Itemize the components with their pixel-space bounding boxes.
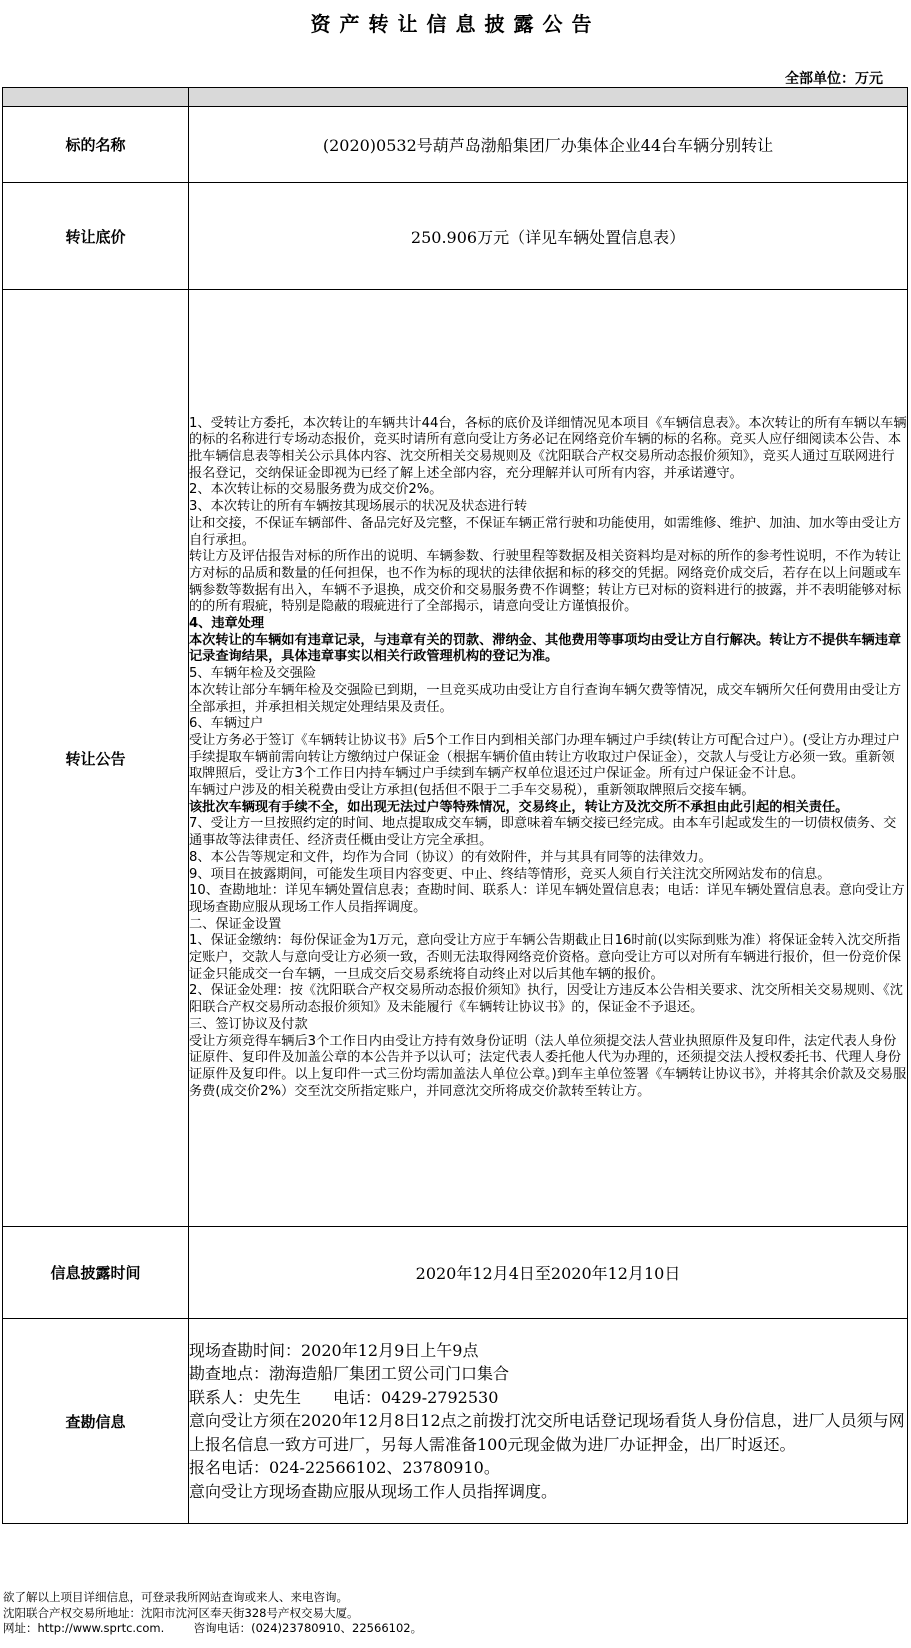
inspection-signup-phone: 报名电话：024-22566102、23780910。 xyxy=(189,1458,500,1478)
notice-paragraph: 2、本次转让标的交易服务费为成交价2%。 xyxy=(189,482,443,498)
price-label: 转让底价 xyxy=(3,183,189,290)
notice-row xyxy=(3,290,908,1227)
notice-paragraph: 本次转让部分车辆年检及交强险已到期，一旦竞买成功由受让方自行查询车辆欠费等情况，成交车辆所欠任何费用由受让方全部承担，并承担相关规定处理结果及责任。 xyxy=(189,682,902,715)
notice-paragraph: 10、查勘地址：详见车辆处置信息表；查勘时间、联系人：详见车辆处置信息表；电话：详见车辆处置信息表。意向受让方现场查勘应服从现场工作人员指挥调度。 xyxy=(189,883,905,915)
footer-address: 沈阳联合产权交易所地址：沈阳市沈河区奉天街328号产权交易大厦。 xyxy=(3,1605,359,1620)
subject-label: 标的名称 xyxy=(3,107,189,183)
notice-label: 转让公告 xyxy=(3,290,189,1227)
subject-row xyxy=(3,107,908,183)
notice-paragraph: 6、车辆过户 xyxy=(189,716,264,732)
footer-info: 欲了解以上项目详细信息，可登录我所网站查询或来人、来电咨询。 xyxy=(3,1590,348,1604)
notice-paragraph: 1、保证金缴纳：每份保证金为1万元，意向受让方应于车辆公告期截止日16时前(以实际到账为准）将保证金转入沈交所指定账户，交款人与意向受让方必须一致，否则无法取得网络竞价资格。意向受让方可以对所有车辆进行报价，但一份竞价保证金只能成交一台车辆，一旦成交后交易系统将自动终止对以后其他车辆的报价。 xyxy=(189,933,902,982)
inspection-instruction: 意向受让方现场查勘应服从现场工作人员指挥调度。 xyxy=(189,1481,558,1501)
notice-paragraph: 5、车辆年检及交强险 xyxy=(189,666,317,682)
inspection-location: 勘查地点：渤海造船厂集团工贸公司门口集合 xyxy=(189,1364,510,1384)
header-band-right xyxy=(189,88,908,107)
notice-paragraph: 9、项目在披露期间，可能发生项目内容变更、中止、终结等情形，竞买人须自行关注沈交所网站发布的信息。 xyxy=(189,866,831,882)
disclosure-value: 2020年12月4日至2020年12月10日 xyxy=(189,1227,908,1319)
notice-paragraph: 7、受让方一旦按照约定的时间、地点提取成交车辆，即意味着车辆交接已经完成。由本车引起或发生的一切债权债务、交通事故等法律责任、经济责任概由受让方完全承担。 xyxy=(189,816,897,849)
disclosure-label: 信息披露时间 xyxy=(3,1227,189,1319)
page-title: 资产转让信息披露公告 xyxy=(310,12,601,36)
disclosure-row xyxy=(3,1227,908,1319)
inspection-label: 查勘信息 xyxy=(3,1319,189,1524)
notice-paragraph: 4、违章处理 xyxy=(189,616,265,632)
inspection-time: 现场查勘时间：2020年12月9日上午9点 xyxy=(189,1340,479,1360)
header-band-row xyxy=(3,88,908,107)
notice-paragraph: 3、本次转让的所有车辆按其现场展示的状况及状态进行转 xyxy=(189,499,528,515)
footer-website[interactable]: 网址：http://www.sprtc.com. xyxy=(3,1621,165,1635)
announcement-table xyxy=(2,87,908,1524)
notice-paragraph: 车辆过户涉及的相关税费由受让方承担(包括但不限于二手车交易税），重新领取牌照后交接车辆。 xyxy=(189,783,755,799)
inspection-registration-note: 意向受让方须在2020年12月8日12点之前拨打沈交所电话登记现场看货人身份信息，进厂人员须与网上报名信息一致方可进厂，另每人需准备100元现金做为进厂办证押金，出厂时返还。 xyxy=(189,1411,905,1454)
subject-value: (2020)0532号葫芦岛渤船集团厂办集体企业44台车辆分别转让 xyxy=(189,107,908,183)
notice-paragraph: 本次转让的车辆如有违章记录，与违章有关的罚款、滞纳金、其他费用等事项均由受让方自行解决。转让方不提供车辆违章记录查询结果，具体违章事实以相关行政管理机构的登记为准。 xyxy=(189,632,902,665)
inspection-contact: 联系人：史先生 电话：0429-2792530 xyxy=(189,1387,499,1407)
notice-content xyxy=(189,290,908,1227)
notice-paragraph: 1、受转让方委托，本次转让的车辆共计44台，各标的底价及详细情况见本项目《车辆信息表》。本次转让的所有车辆以车辆的标的名称进行专场动态报价，竞买时请所有意向受让方务必记在网络竞价车辆的标的名称。竞买人应仔细阅读本公告、本批车辆信息表等相关公示具体内容、沈交所相关交易规则及《沈阳联合产权交易所动态报价须知》，竞买人通过互联网进行报名登记，交纳保证金即视为已经了解上述全部内容，充分理解并认可所有内容，并承诺遵守。 xyxy=(189,415,907,481)
inspection-content xyxy=(189,1319,908,1524)
footer xyxy=(3,1590,422,1637)
notice-paragraph: 三、签订协议及付款 xyxy=(189,1016,308,1032)
price-value: 250.906万元（详见车辆处置信息表） xyxy=(189,183,908,290)
notice-paragraph: 转让方及评估报告对标的所作出的说明、车辆参数、行驶里程等数据及相关资料均是对标的所作的参考性说明，不作为转让方对标的品质和数量的任何担保，也不作为标的现状的法律依据和标的移交的凭据。网络竞价成交后，若存在以上问题或车辆参数等数据有出入，车辆不予退换，成交价和交易服务费不作调整；转让方已对标的资料进行的披露，并不表明能够对标的的所有瑕疵，特别是隐蔽的瑕疵进行了全部揭示，请意向受让方谨慎报价。 xyxy=(189,549,902,615)
header-band-left xyxy=(3,88,189,107)
notice-paragraph: 2、保证金处理：按《沈阳联合产权交易所动态报价须知》执行，因受让方违反本公告相关要求、沈交所相关交易规则、《沈阳联合产权交易所动态报价须知》及未能履行《车辆转让协议书》的，保证金不予退还。 xyxy=(189,983,903,1016)
inspection-row xyxy=(3,1319,908,1524)
notice-paragraph: 该批次车辆现有手续不全，如出现无法过户等特殊情况，交易终止，转让方及沈交所不承担由此引起的相关责任。 xyxy=(189,799,849,815)
notice-paragraph: 受让方务必于签订《车辆转让协议书》后5个工作日内到相关部门办理车辆过户手续(转让方可配合过户）。(受让方办理过户手续提取车辆前需向转让方缴纳过户保证金（根据车辆价值由转让方收取过户保证金），交款人与受让方必须一致。重新领取牌照后，受让方3个工作日内持车辆过户手续到车辆产权单位退还过户保证金。所有过户保证金不计息。 xyxy=(189,732,901,782)
unit-note: 全部单位：万元 xyxy=(785,71,883,87)
notice-paragraph: 让和交接，不保证车辆部件、备品完好及完整，不保证车辆正常行驶和功能使用，如需维修、维护、加油、加水等由受让方自行承担。 xyxy=(189,515,902,548)
notice-paragraph: 受让方须竞得车辆后3个工作日内由受让方持有效身份证明（法人单位须提交法人营业执照原件及复印件，法定代表人身份证原件、复印件及加盖公章的本公告并予以认可；法定代表人委托他人代为办理的，还须提交法人授权委托书、代理人身份证原件及复印件。以上复印件一式三份均需加盖法人单位公章。)到车主单位签署《车辆转让协议书》，并将其余价款及交易服务费(成交价2%）交至沈交所指定账户，并同意沈交所将成交价款转至转让方。 xyxy=(189,1033,907,1099)
footer-contact-line xyxy=(3,1621,422,1637)
price-row xyxy=(3,183,908,290)
notice-paragraph: 二、保证金设置 xyxy=(189,916,282,932)
notice-paragraph: 8、本公告等规定和文件，均作为合同（协议）的有效附件，并与其具有同等的法律效力。 xyxy=(189,849,712,865)
footer-phone: 咨询电话：(024)23780910、22566102。 xyxy=(193,1621,423,1635)
